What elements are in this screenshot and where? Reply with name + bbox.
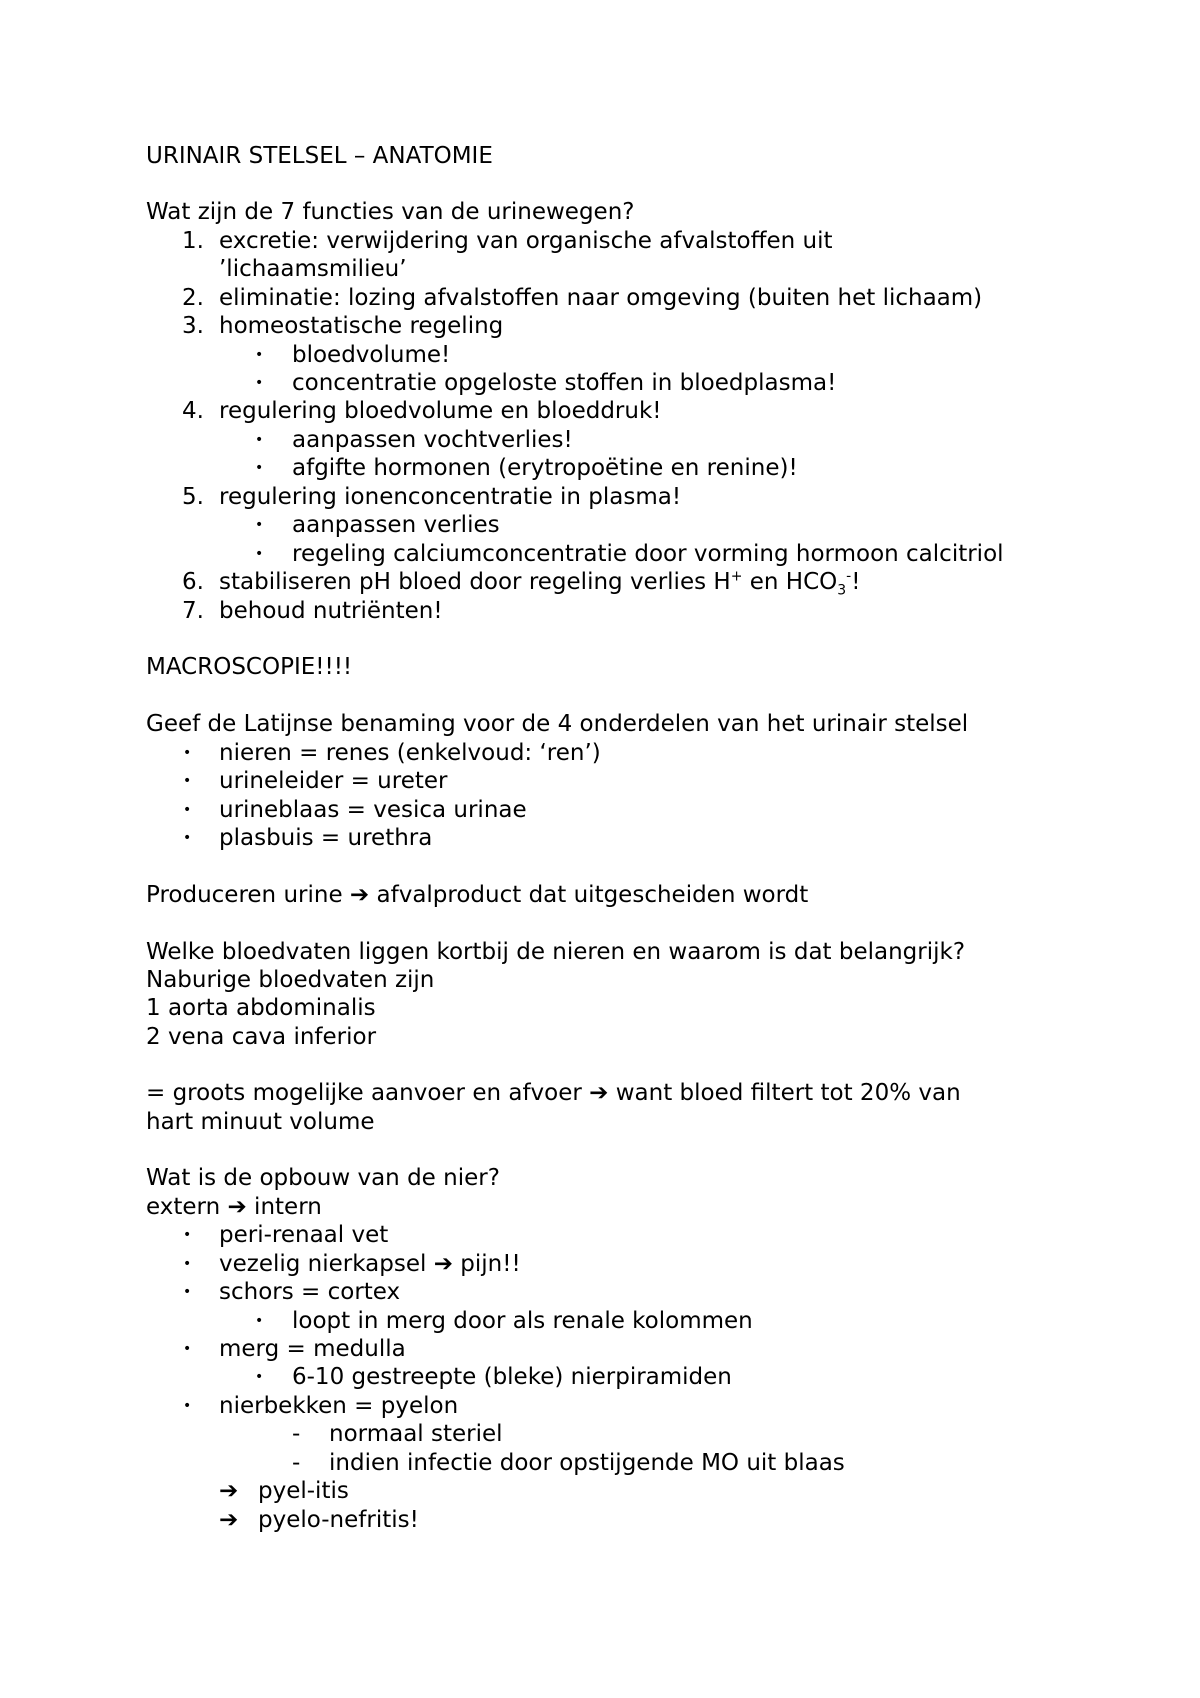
list-item: schors = cortex [219, 1279, 401, 1305]
latin-question: Geef de Latijnse benaming voor de 4 onderdelen van het urinair stelsel [146, 711, 969, 737]
arrow-icon: ➔ [219, 1507, 239, 1533]
list-item-text: eliminatie: lozing afvalstoffen naar omgeving (buiten het lichaam) [219, 285, 983, 311]
sub-item-text: 6-10 gestreepte (bleke) nierpiramiden [292, 1364, 732, 1390]
bullet-icon: • [183, 1227, 192, 1243]
list-number: 1. [182, 228, 204, 254]
text-run: pijn!! [452, 1251, 521, 1277]
sub-item-text: afgifte hormonen (erytropoëtine en renine)! [292, 455, 798, 481]
vessels-question: Welke bloedvaten liggen kortbij de nieren en waarom is dat belangrijk? [146, 939, 966, 965]
arrow-item-text: pyel-itis [258, 1478, 349, 1504]
list-item [219, 1250, 521, 1278]
bullet-icon: • [183, 1284, 192, 1300]
list-item: nieren = renes (enkelvoud: ‘ren’) [219, 740, 601, 766]
bullet-icon: • [183, 1256, 192, 1272]
produce-line [146, 881, 808, 909]
list-number: 7. [182, 598, 204, 624]
list-item: merg = medulla [219, 1336, 406, 1362]
bullet-icon: • [255, 432, 264, 448]
list-item-text [219, 568, 861, 599]
sub-item-text: bloedvolume! [292, 342, 451, 368]
arrow-item-text: pyelo-nefritis! [258, 1507, 419, 1533]
sub-item-text: concentratie opgeloste stoffen in bloedplasma! [292, 370, 837, 396]
text-run: = groots mogelijke aanvoer en afvoer [146, 1080, 590, 1106]
list-item-text: regulering bloedvolume en bloeddruk! [219, 398, 662, 424]
list-number: 3. [182, 313, 204, 339]
arrow-icon: ➔ [589, 1080, 609, 1106]
sub-item-text: aanpassen verlies [292, 512, 500, 538]
text-run: extern [146, 1194, 228, 1220]
superscript-plus: + [730, 568, 743, 585]
bullet-icon: • [183, 1341, 192, 1357]
sub-item-text: normaal steriel [329, 1421, 503, 1447]
list-number: 4. [182, 398, 204, 424]
vessels-line: 1 aorta abdominalis [146, 995, 376, 1021]
subscript-three: 3 [837, 582, 847, 599]
list-item: urineblaas = vesica urinae [219, 797, 527, 823]
list-item-text: homeostatische regeling [219, 313, 504, 339]
text-run: en HCO [742, 569, 838, 595]
bullet-icon: • [183, 802, 192, 818]
vessels-reason [146, 1079, 961, 1107]
bullet-icon: • [255, 546, 264, 562]
list-number: 5. [182, 484, 204, 510]
structure-question: Wat is de opbouw van de nier? [146, 1165, 500, 1191]
text-run: vezelig nierkapsel [219, 1251, 434, 1277]
list-item-text-continued: ’lichaamsmilieu’ [219, 256, 407, 282]
bullet-icon: • [183, 773, 192, 789]
structure-direction [146, 1193, 322, 1221]
document-title: URINAIR STELSEL – ANATOMIE [146, 143, 493, 169]
list-item-text: excretie: verwijdering van organische afvalstoffen uit [219, 228, 833, 254]
functions-question: Wat zijn de 7 functies van de urinewegen? [146, 199, 635, 225]
vessels-line: 2 vena cava inferior [146, 1024, 377, 1050]
text-run: intern [246, 1194, 322, 1220]
list-item: nierbekken = pyelon [219, 1393, 459, 1419]
text-run: afvalproduct dat uitgescheiden wordt [369, 882, 809, 908]
bullet-icon: • [255, 517, 264, 533]
text-run: Produceren urine [146, 882, 350, 908]
sub-item-text: aanpassen vochtverlies! [292, 427, 573, 453]
text-run: want bloed filtert tot 20% van [608, 1080, 961, 1106]
bullet-icon: • [255, 1313, 264, 1329]
section-heading: MACROSCOPIE!!!! [146, 654, 353, 680]
sub-item-text: regeling calciumconcentratie door vorming hormoon calcitriol [292, 541, 1004, 567]
bullet-icon: • [183, 830, 192, 846]
superscript-minus: - [846, 568, 852, 585]
list-number: 6. [182, 569, 204, 595]
bullet-icon: • [183, 1398, 192, 1414]
bullet-icon: • [255, 375, 264, 391]
bullet-icon: • [183, 745, 192, 761]
dash-icon: - [292, 1421, 301, 1447]
list-number: 2. [182, 285, 204, 311]
arrow-icon: ➔ [227, 1194, 247, 1220]
bullet-icon: • [255, 347, 264, 363]
vessels-line: Naburige bloedvaten zijn [146, 967, 435, 993]
list-item: plasbuis = urethra [219, 825, 433, 851]
text-run: stabiliseren pH bloed door regeling verlies H [219, 569, 731, 595]
arrow-icon: ➔ [433, 1251, 453, 1277]
sub-item-text: loopt in merg door als renale kolommen [292, 1308, 753, 1334]
list-item-text: regulering ionenconcentratie in plasma! [219, 484, 682, 510]
bullet-icon: • [255, 460, 264, 476]
arrow-icon: ➔ [219, 1478, 239, 1504]
arrow-icon: ➔ [349, 882, 370, 908]
vessels-reason-continued: hart minuut volume [146, 1109, 375, 1135]
list-item: peri-renaal vet [219, 1222, 389, 1248]
list-item-text: behoud nutriënten! [219, 598, 443, 624]
text-run: ! [851, 569, 861, 595]
sub-item-text: indien infectie door opstijgende MO uit blaas [329, 1450, 845, 1476]
bullet-icon: • [255, 1369, 264, 1385]
dash-icon: - [292, 1450, 301, 1476]
list-item: urineleider = ureter [219, 768, 448, 794]
